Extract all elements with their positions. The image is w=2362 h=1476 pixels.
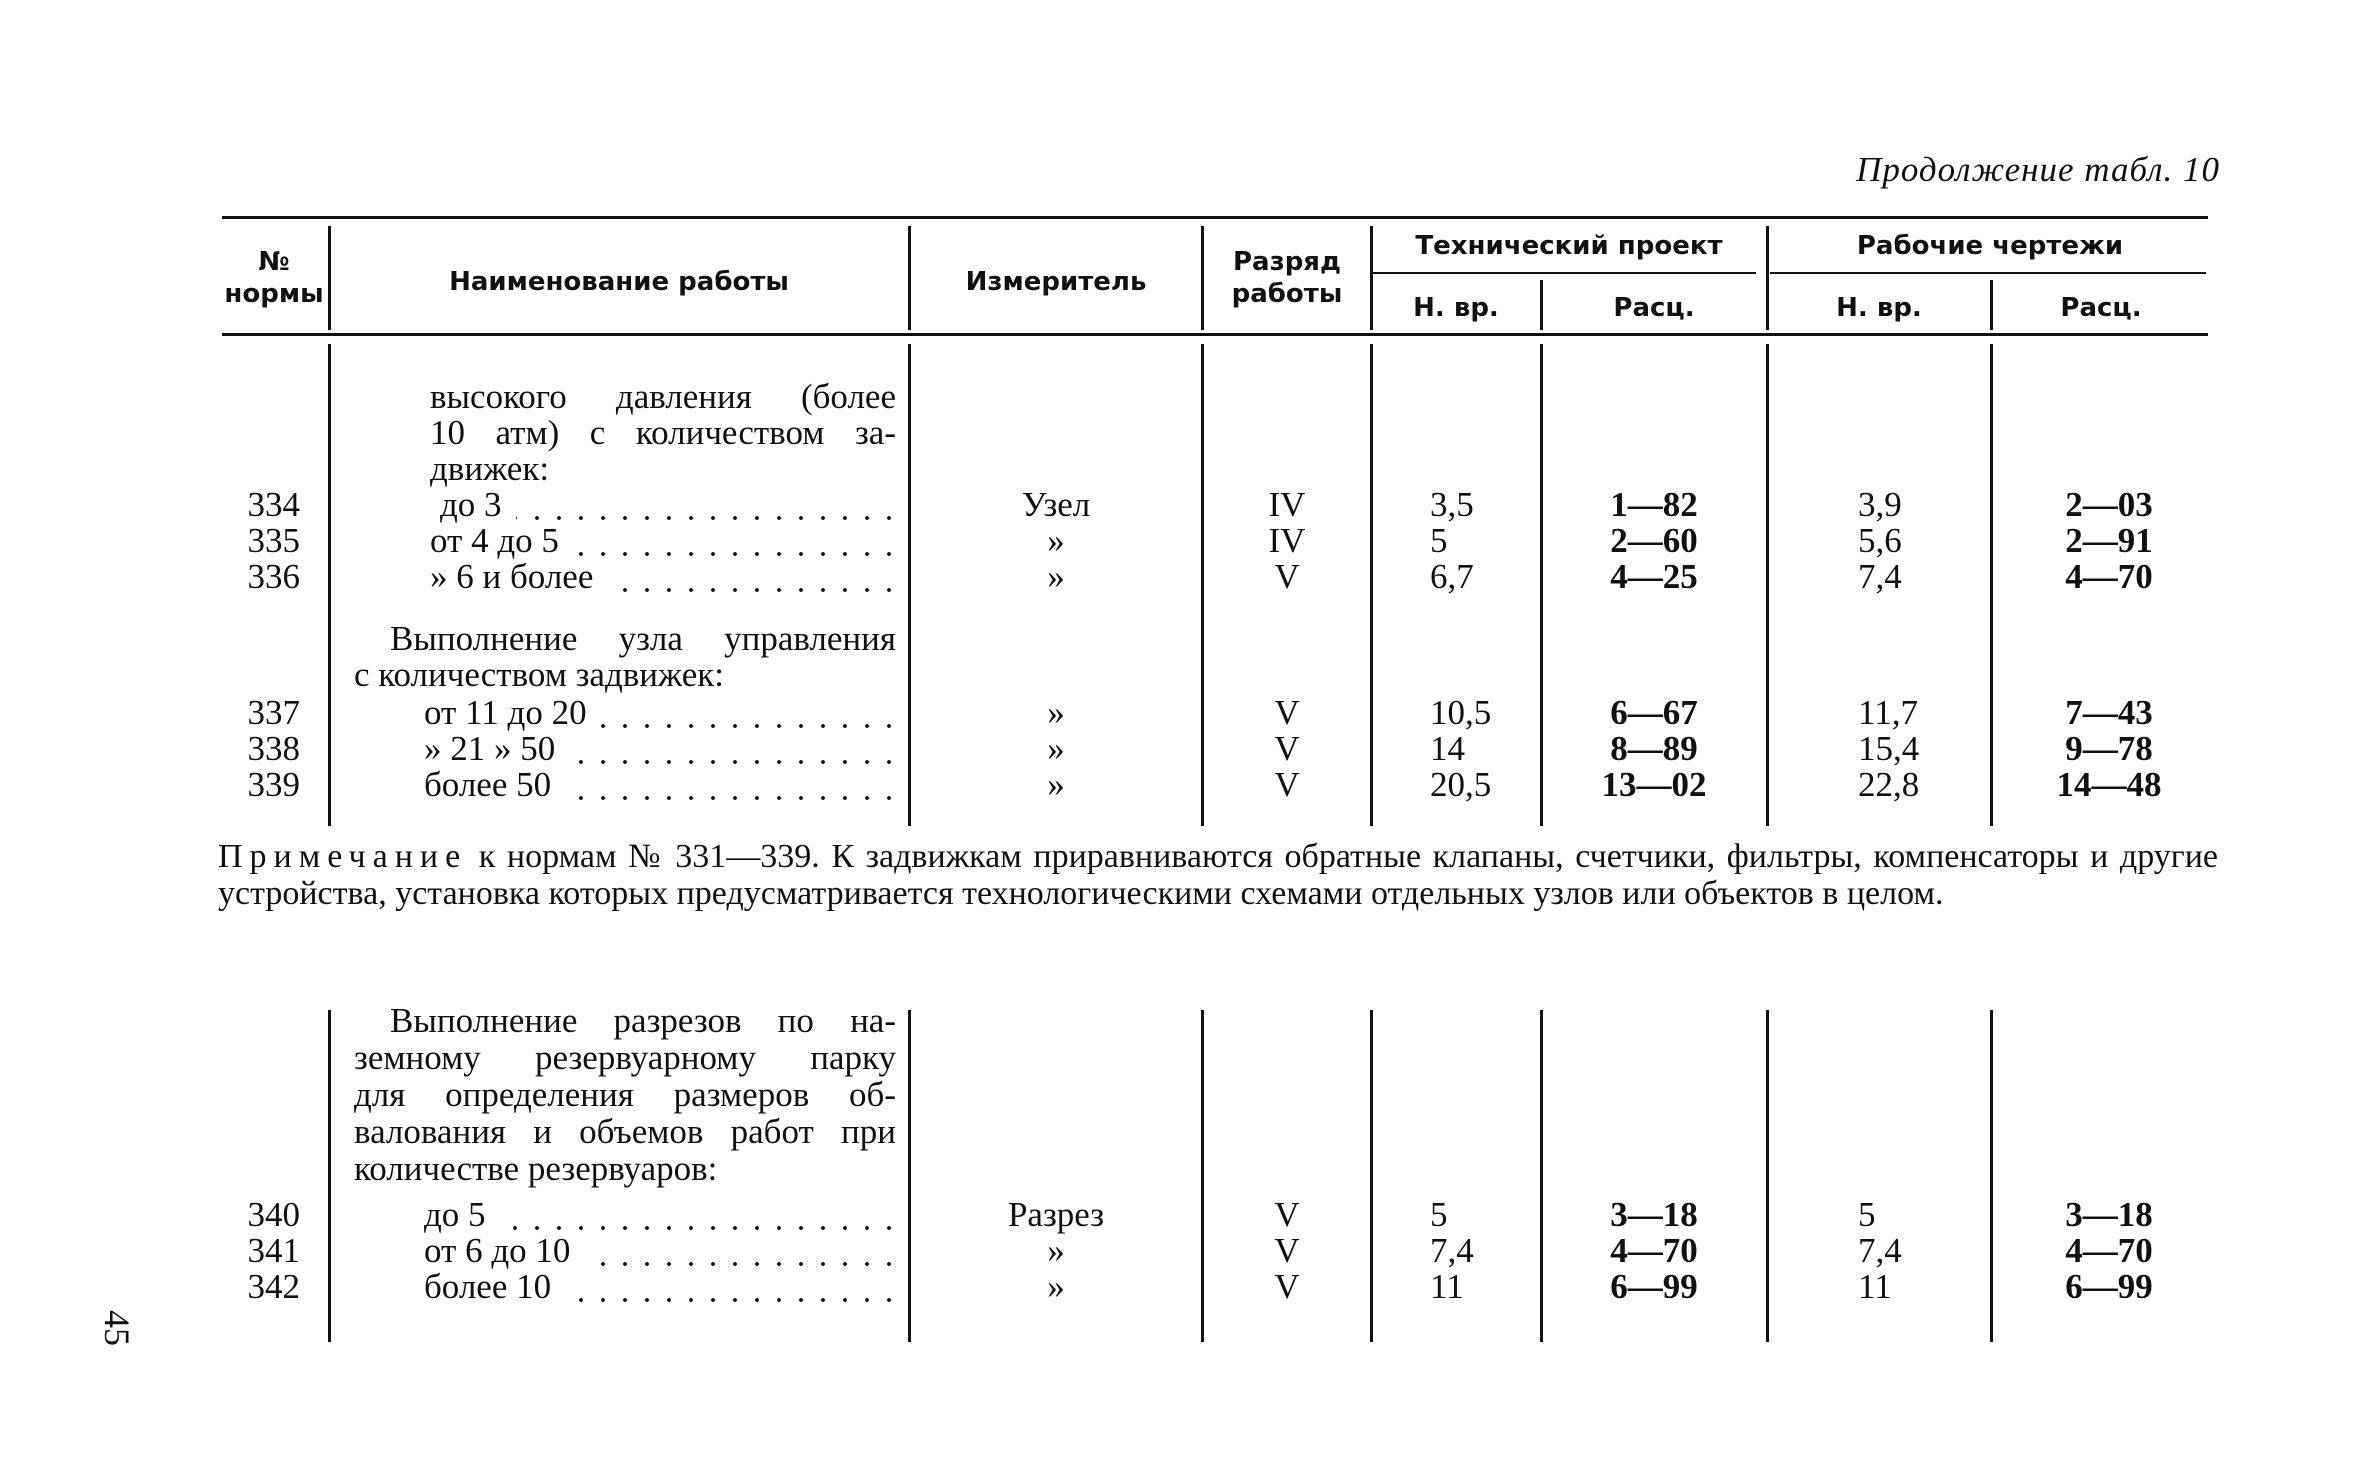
grade-cell: V xyxy=(1274,1195,1300,1234)
grade-cell: V xyxy=(1274,1231,1300,1270)
norm-number: 335 xyxy=(247,521,300,560)
wd-time-cell: 5 xyxy=(1858,1195,1876,1234)
tp-time-cell: 20,5 xyxy=(1430,765,1492,804)
norm-number: 334 xyxy=(247,485,300,524)
norm-number: 338 xyxy=(247,729,300,768)
unit-cell: » xyxy=(1047,1231,1065,1270)
wd-rate-cell: 3—18 xyxy=(2065,1195,2153,1234)
norm-number: 340 xyxy=(247,1195,300,1234)
work-name: до 3 xyxy=(440,485,502,524)
body-vline xyxy=(908,1010,911,1342)
header-vline xyxy=(908,226,911,330)
leader-line xyxy=(607,588,900,592)
header-unit: Измеритель xyxy=(965,267,1147,297)
body-vline xyxy=(1990,1010,1993,1342)
unit-cell: » xyxy=(1047,765,1065,804)
unit-cell: » xyxy=(1047,693,1065,732)
leader-line xyxy=(516,516,900,520)
tp-time-cell: 5 xyxy=(1430,521,1448,560)
header-wd-time: Н. вр. xyxy=(1836,293,1922,323)
tp-rate-cell: 8—89 xyxy=(1610,729,1698,768)
tp-rate-cell: 13—02 xyxy=(1601,765,1707,804)
block1-intro-line: 10 атм) с количеством за- xyxy=(430,413,896,452)
grade-cell: V xyxy=(1274,729,1300,768)
tp-time-cell: 7,4 xyxy=(1430,1231,1474,1270)
block3-intro-line: Выполнение разрезов по на- xyxy=(390,1001,896,1040)
block3-intro-line: для определения размеров об- xyxy=(354,1075,896,1114)
tp-time-cell: 5 xyxy=(1430,1195,1448,1234)
tp-rate-cell: 2—60 xyxy=(1610,521,1698,560)
header-work-name: Наименование работы xyxy=(449,267,789,297)
norm-number: 342 xyxy=(247,1267,300,1306)
wd-rate-cell: 4—70 xyxy=(2065,557,2153,596)
wd-time-cell: 7,4 xyxy=(1858,557,1902,596)
header-grade-line1: Разряд xyxy=(1232,247,1341,277)
work-name: » 21 » 50 xyxy=(424,729,556,768)
tp-rate-cell: 6—99 xyxy=(1610,1267,1698,1306)
wd-rate-cell: 2—91 xyxy=(2065,521,2153,560)
norm-number: 337 xyxy=(247,693,300,732)
wd-rate-cell: 6—99 xyxy=(2065,1267,2153,1306)
unit-cell: Разрез xyxy=(1007,1195,1105,1234)
body-vline xyxy=(908,344,911,826)
header-grade xyxy=(1205,246,1369,310)
tp-rate-cell: 4—25 xyxy=(1610,557,1698,596)
tp-time-cell: 10,5 xyxy=(1430,693,1492,732)
header-num-symbol: № xyxy=(258,247,290,277)
wd-rate-cell: 7—43 xyxy=(2065,693,2153,732)
header-tp-time: Н. вр. xyxy=(1413,293,1499,323)
norm-number: 339 xyxy=(247,765,300,804)
header-vline xyxy=(328,226,331,330)
unit-cell: » xyxy=(1047,521,1065,560)
unit-cell: » xyxy=(1047,729,1065,768)
table-note xyxy=(218,838,2218,912)
header-grade-line2: работы xyxy=(1231,279,1343,309)
leader-line xyxy=(573,552,900,556)
working-drawings-subrule xyxy=(1770,272,2206,274)
header-vline xyxy=(1766,226,1769,330)
wd-time-cell: 11 xyxy=(1858,1267,1892,1306)
header-vline xyxy=(1370,226,1373,330)
header-bottom-rule xyxy=(222,333,2208,336)
header-tech-project: Технический проект xyxy=(1415,231,1723,261)
block2-intro-line: с количеством задвижек: xyxy=(354,655,725,694)
header-top-rule xyxy=(222,216,2208,219)
tp-time-cell: 6,7 xyxy=(1430,557,1474,596)
wd-time-cell: 11,7 xyxy=(1858,693,1918,732)
block2-intro-line: Выполнение узла управления xyxy=(390,619,896,658)
body-vline xyxy=(1766,344,1769,826)
wd-rate-cell: 4—70 xyxy=(2065,1231,2153,1270)
tp-rate-cell: 4—70 xyxy=(1610,1231,1698,1270)
header-working-drawings: Рабочие чертежи xyxy=(1856,231,2124,261)
norm-number: 336 xyxy=(247,557,300,596)
leader-line xyxy=(601,724,900,728)
tech-project-subrule xyxy=(1370,272,1756,274)
body-vline xyxy=(1201,1010,1204,1342)
body-vline xyxy=(328,344,331,826)
header-num-label xyxy=(222,246,326,310)
tp-rate-cell: 6—67 xyxy=(1610,693,1698,732)
header-vline xyxy=(1540,280,1543,330)
body-vline xyxy=(1540,1010,1543,1342)
block1-intro-line: высокого давления (более xyxy=(430,377,896,416)
page-number: 45 xyxy=(97,1310,137,1346)
block1-intro-line: движек: xyxy=(430,449,550,488)
header-wd-rate: Расц. xyxy=(2060,293,2142,323)
block3-intro-line: земному резервуарному парку xyxy=(354,1038,896,1077)
tp-time-cell: 14 xyxy=(1430,729,1465,768)
body-vline xyxy=(1540,344,1543,826)
norm-number: 341 xyxy=(247,1231,300,1270)
leader-line xyxy=(565,796,900,800)
work-name: » 6 и более xyxy=(430,557,594,596)
leader-line xyxy=(500,1226,900,1230)
body-vline xyxy=(1370,344,1373,826)
work-name: более 50 xyxy=(424,765,552,804)
block3-intro-line: валования и объемов работ при xyxy=(354,1112,896,1151)
wd-rate-cell: 9—78 xyxy=(2065,729,2153,768)
wd-time-cell: 7,4 xyxy=(1858,1231,1902,1270)
tp-time-cell: 3,5 xyxy=(1430,485,1474,524)
unit-cell: Узел xyxy=(1021,485,1091,524)
grade-cell: IV xyxy=(1268,521,1306,560)
grade-cell: V xyxy=(1274,1267,1300,1306)
leader-line xyxy=(569,760,900,764)
header-num-word: нормы xyxy=(224,279,324,309)
tp-time-cell: 11 xyxy=(1430,1267,1464,1306)
wd-time-cell: 5,6 xyxy=(1858,521,1902,560)
leader-line xyxy=(565,1298,900,1302)
unit-cell: » xyxy=(1047,557,1065,596)
work-name: от 4 до 5 xyxy=(430,521,559,560)
body-vline xyxy=(1766,1010,1769,1342)
grade-cell: IV xyxy=(1268,485,1306,524)
body-vline xyxy=(1201,344,1204,826)
wd-rate-cell: 14—48 xyxy=(2056,765,2162,804)
work-name: от 6 до 10 xyxy=(424,1231,571,1270)
unit-cell: » xyxy=(1047,1267,1065,1306)
header-vline xyxy=(1990,280,1993,330)
tp-rate-cell: 3—18 xyxy=(1610,1195,1698,1234)
wd-time-cell: 22,8 xyxy=(1858,765,1920,804)
body-vline xyxy=(328,1010,331,1342)
wd-rate-cell: 2—03 xyxy=(2065,485,2153,524)
note-label: Примечание xyxy=(218,838,468,875)
body-vline xyxy=(1990,344,1993,826)
body-vline xyxy=(1370,1010,1373,1342)
wd-time-cell: 15,4 xyxy=(1858,729,1920,768)
grade-cell: V xyxy=(1274,765,1300,804)
grade-cell: V xyxy=(1274,693,1300,732)
tp-rate-cell: 1—82 xyxy=(1610,485,1698,524)
table-caption: Продолжение табл. 10 xyxy=(1856,150,2220,189)
header-tp-rate: Расц. xyxy=(1613,293,1695,323)
work-name: до 5 xyxy=(424,1195,486,1234)
note-text: к нормам № 331—339. К задвижкам приравниваются обратные клапаны, счетчики, фильтры, компенсаторы и другие устройства, установка которых предусматривается технологическими схемами отдельных узлов или объектов в целом. xyxy=(218,838,2218,912)
grade-cell: V xyxy=(1274,557,1300,596)
work-name: более 10 xyxy=(424,1267,552,1306)
leader-line xyxy=(584,1262,900,1266)
wd-time-cell: 3,9 xyxy=(1858,485,1902,524)
block3-intro-line: количестве резервуаров: xyxy=(354,1149,718,1188)
header-vline xyxy=(1201,226,1204,330)
work-name: от 11 до 20 xyxy=(424,693,587,732)
